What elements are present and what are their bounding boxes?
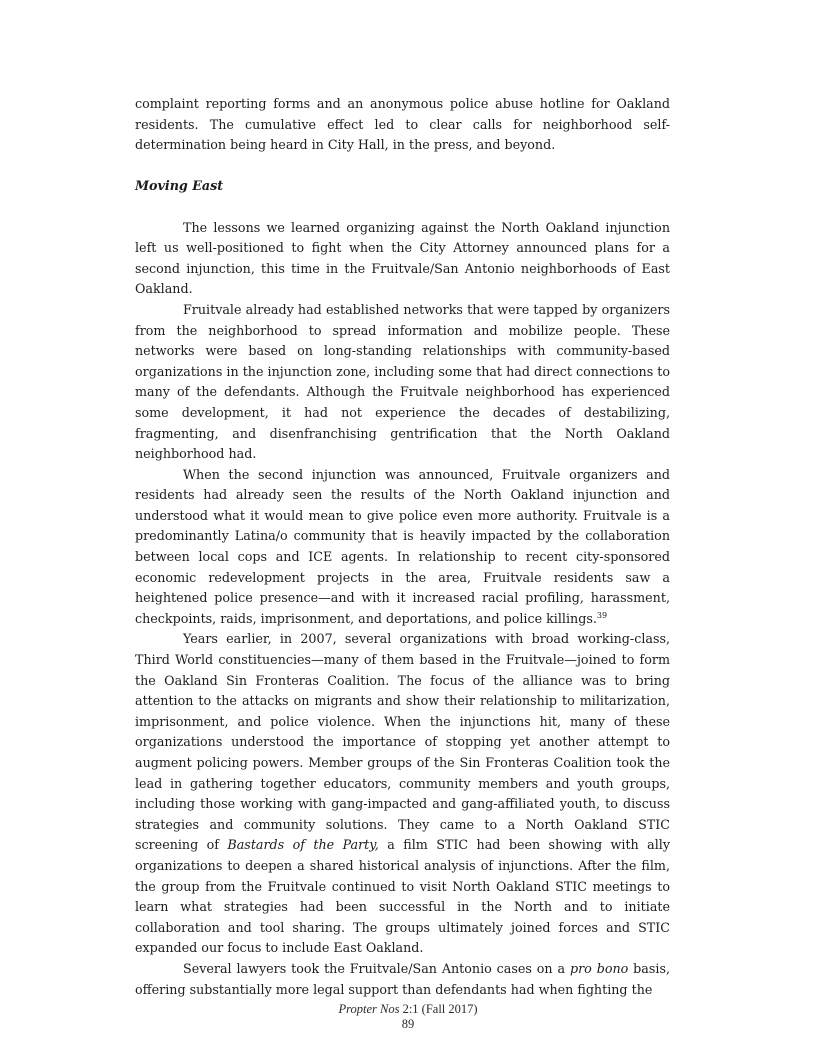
section-heading: Moving East [135, 178, 224, 194]
paragraph-lessons: The lessons we learned organizing against the North Oakland injunction left us well-positioned to fight when the City Attorney announced plans for a second injunction, this time in the Fruitvale/San Antonio neighborhoods of East Oakland. [135, 219, 670, 297]
paragraph-sin-fronteras [135, 629, 670, 959]
page-body [135, 94, 670, 1000]
paragraph-second-injunction-text: When the second injunction was announced, Fruitvale organizers and residents had already seen the results of the North Oakland injunction and understood what it would mean to give police even more authority. Fruitvale is a predominantly Latina/o community that is heavily impacted by the collaboration between local cops and ICE agents. In relationship to recent city-sponsored economic redevelopment projects in the area, Fruitvale residents saw a heightened police presence—and with it increased racial profiling, harassment, checkpoints, raids, imprisonment, and deportations, and police killings. [135, 466, 670, 626]
footnote-marker: 39 [596, 610, 608, 620]
paragraph-lawyers-text-a: Several lawyers took the Fruitvale/San Antonio cases on a [183, 960, 570, 976]
journal-citation [0, 1002, 816, 1017]
journal-title: Propter Nos [338, 1002, 400, 1016]
paragraph-lawyers [135, 959, 670, 1000]
paragraph-continuation: complaint reporting forms and an anonymous police abuse hotline for Oakland residents. The cumulative effect led to clear calls for neighborhood self-determination being heard in City Hall, in the press, and beyond. [135, 96, 670, 153]
paragraph-second-injunction [135, 465, 670, 630]
paragraph-sin-fronteras-text-b: a film STIC had been showing with ally organizations to deepen a shared historical analysis of injunctions. After the film, the group from the Fruitvale continued to visit North Oakland STIC meetings to learn what strategies had been successful in the North and to initiate collaboration and tool sharing. The groups ultimately joined forces and STIC expanded our focus to include East Oakland. [135, 837, 670, 956]
page-number: 89 [401, 1017, 415, 1031]
page-footer [0, 1002, 816, 1032]
pro-bono-term: pro bono [569, 960, 629, 976]
paragraph-sin-fronteras-text-a: Years earlier, in 2007, several organizations with broad working-class, Third World constituencies—many of them based in the Fruitvale—joined to form the Oakland Sin Fronteras Coalition. The focus of the alliance was to bring attention to the attacks on migrants and show their relationship to militarization, imprisonment, and police violence. When the injunctions hit, many of these organizations understood the importance of stopping yet another attempt to augment policing powers. Member groups of the Sin Fronteras Coalition took the lead in gathering together educators, community members and youth groups, including those working with gang-impacted and gang-affiliated youth, to discuss strategies and community solutions. They came to a North Oakland STIC screening of [135, 631, 670, 853]
paragraph-fruitvale-networks: Fruitvale already had established networks that were tapped by organizers from the neighborhood to spread information and mobilize people. These networks were based on long-standing relationships with community-based organizations in the injunction zone, including some that had direct connections to many of the defendants. Although the Fruitvale neighborhood has experienced some development, it had not experience the decades of destabilizing, fragmenting, and disenfranchising gentrification that the North Oakland neighborhood had. [135, 301, 670, 462]
film-title: Bastards of the Party, [227, 837, 379, 853]
journal-issue: 2:1 (Fall 2017) [399, 1002, 478, 1016]
paragraph-lawyers-text-b: basis, offering substantially more legal support than defendants had when fighting the [135, 960, 670, 997]
